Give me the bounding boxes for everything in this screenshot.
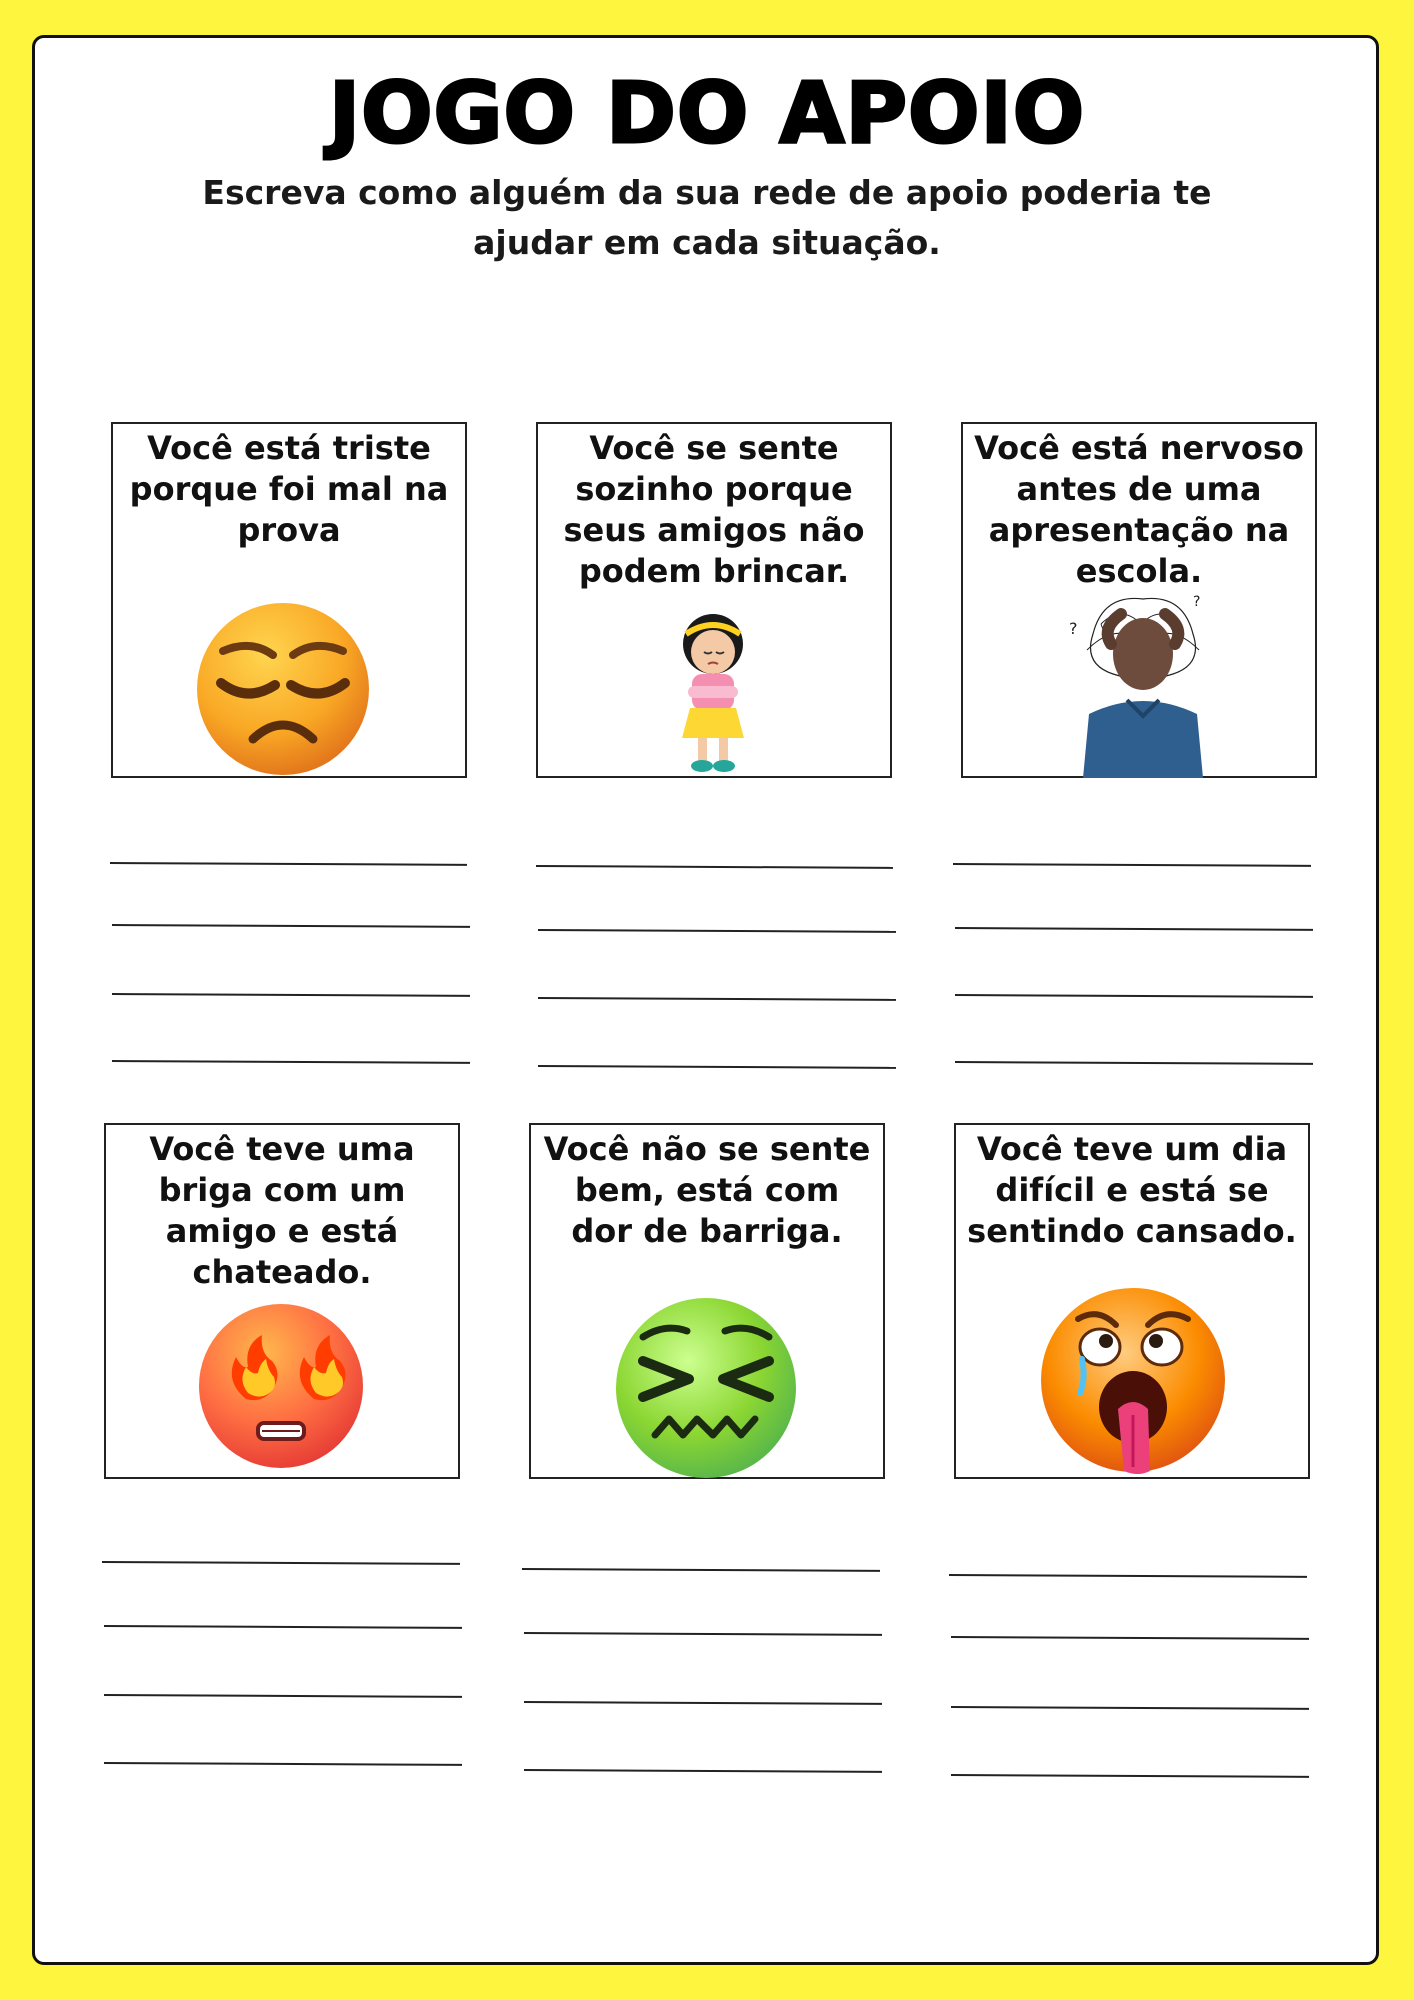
sad-girl-icon <box>668 610 758 776</box>
exhausted-face-emoji-icon <box>1038 1285 1228 1475</box>
situation-card-6 <box>954 1123 1310 1479</box>
situation-text: Você está triste porque foi mal na prova <box>129 429 449 549</box>
situation-card-4 <box>104 1123 460 1479</box>
situation-text: Você se sente sozinho porque seus amigos não podem brincar. <box>563 429 865 590</box>
stressed-boy-icon <box>1063 584 1223 778</box>
situation-card-3 <box>961 422 1317 778</box>
pensive-face-emoji-icon <box>193 599 373 779</box>
situation-text: Você teve uma briga com um amigo e está chateado. <box>149 1130 415 1291</box>
svg-text:?: ? <box>1069 619 1078 638</box>
angry-fire-eyes-emoji-icon <box>196 1301 366 1471</box>
situation-card-5 <box>529 1123 885 1479</box>
svg-text:?: ? <box>1193 594 1201 610</box>
worksheet-instructions: Escreva como alguém da sua rede de apoio poderia te ajudar em cada situação. <box>202 173 1212 262</box>
worksheet-sheet <box>32 35 1379 1965</box>
situation-text: Você não se sente bem, está com dor de barriga. <box>543 1130 871 1250</box>
situation-text: Você teve um dia difícil e está se sentindo cansado. <box>967 1130 1297 1250</box>
situation-text: Você está nervoso antes de uma apresentação na escola. <box>974 429 1304 590</box>
worksheet-title: JOGO DO APOIO <box>328 64 1086 162</box>
situation-card-2 <box>536 422 892 778</box>
sick-green-face-emoji-icon <box>613 1295 799 1481</box>
situation-card-1 <box>111 422 467 778</box>
